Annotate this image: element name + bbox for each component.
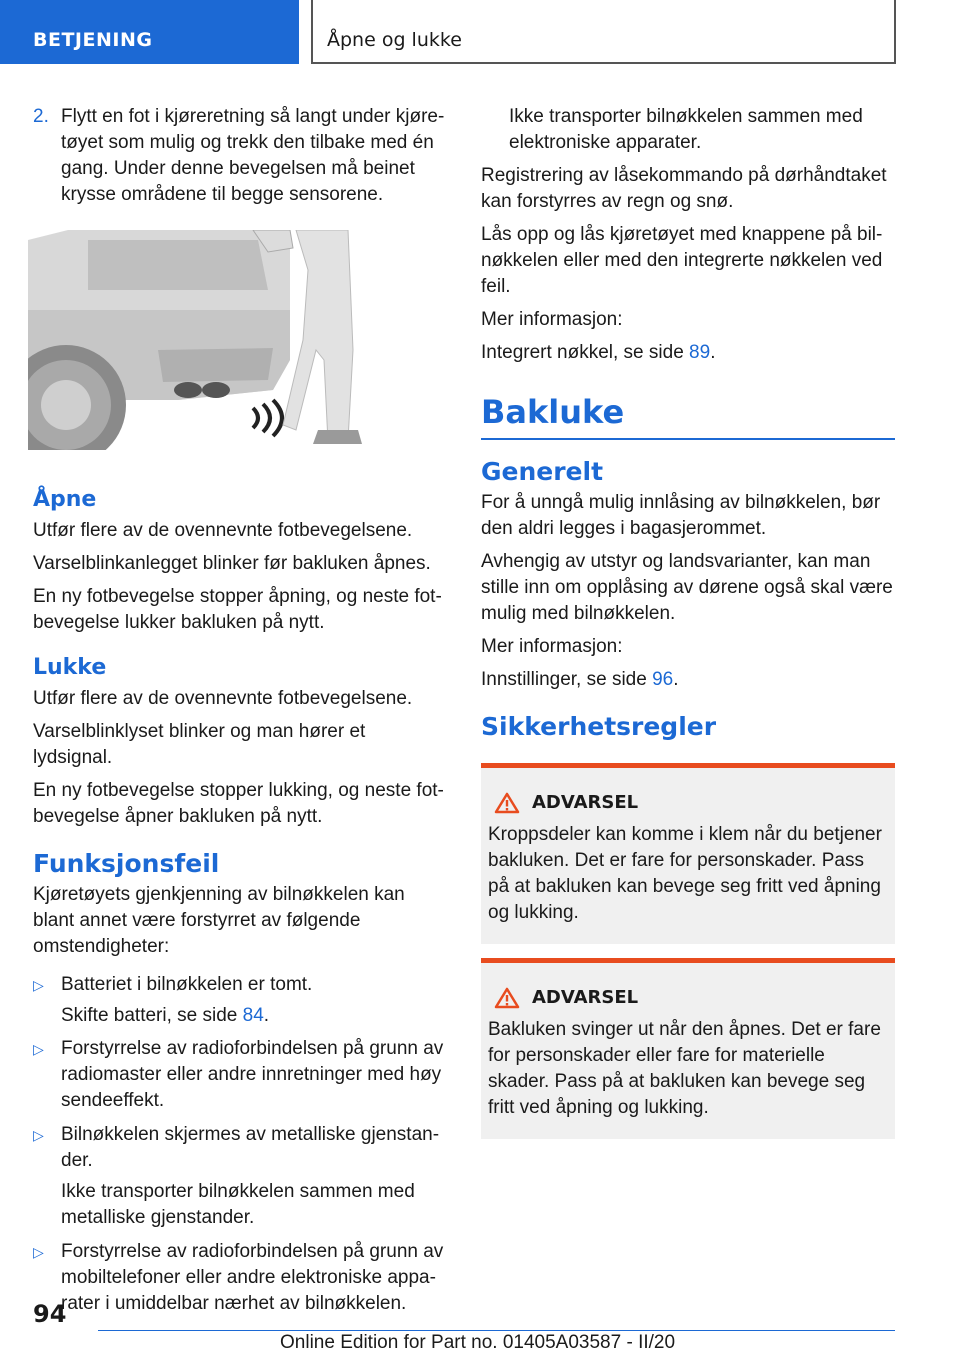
step-text: Flytt en fot i kjøreretning så langt under kjøretøyet som mulig og trekk den tilbake med én gang. Under denne bevegelsen må beinet krysse områdene til begge sensorene.	[61, 106, 445, 205]
continued-text: Ikke transporter bilnøkkelen sammen med elektroniske apparater.	[509, 106, 863, 153]
warning-box	[481, 958, 895, 1139]
list-item	[33, 972, 449, 998]
list-item-text: Forstyrrelse av radioforbindelsen på grunn av mobiltelefoner eller andre elektroniske apparater i umiddelbar nærhet av bilnøkkelen.	[61, 1241, 444, 1314]
step-number: 2.	[33, 106, 49, 127]
list-item	[33, 1122, 449, 1174]
sub-text: Skifte batteri, se side	[61, 1005, 243, 1026]
heading-funksjonsfeil: Funksjonsfeil	[33, 849, 220, 878]
warning-title: ADVARSEL	[532, 987, 639, 1008]
warning-header	[488, 790, 889, 816]
paragraph: Lås opp og lås kjøretøyet med knappene på bilnøkkelen eller med den integrerte nøkkelen ved feil.	[481, 224, 883, 297]
page-link-84[interactable]: 84	[242, 1005, 264, 1026]
kick-sensor-illustration	[28, 230, 362, 450]
triangle-bullet-icon: ▷	[33, 977, 44, 993]
heading-lukke: Lukke	[33, 655, 107, 680]
heading-apne: Åpne	[33, 487, 97, 512]
warning-header	[488, 985, 889, 1011]
footer-edition: Online Edition for Part no. 01405A03587 - II/20	[280, 1332, 676, 1353]
page-link-89[interactable]: 89	[689, 342, 711, 363]
paragraph: Registrering av låsekommando på dørhåndtaket kan forstyrres av regn og snø.	[481, 165, 887, 212]
page-number: 94	[33, 1300, 67, 1328]
paragraph: Utfør flere av de ovennevnte fotbevegelsene.	[33, 688, 413, 709]
warning-box	[481, 763, 895, 944]
triangle-bullet-icon: ▷	[33, 1041, 44, 1057]
paragraph: Mer informasjon:	[481, 636, 623, 657]
paragraph: Avhengig av utstyr og landsvarianter, kan man stille inn om opplåsing av dørene også skal være mulig med bilnøkkelen.	[481, 551, 893, 624]
page-link-96[interactable]: 96	[652, 669, 674, 690]
section-tab: BETJENING	[0, 0, 299, 64]
list-item-text: Batteriet i bilnøkkelen er tomt.	[61, 974, 313, 995]
list-item	[33, 1036, 449, 1114]
list-item-sub: Skifte batteri, se side 84.	[61, 1005, 270, 1026]
paragraph: Varselblinklyset blinker og man hører et lydsignal.	[33, 721, 366, 768]
list-item-text: Forstyrrelse av radioforbindelsen på grunn av radiomaster eller andre innretninger med høy sendeeffekt.	[61, 1038, 444, 1111]
warning-triangle-icon	[494, 987, 520, 1009]
heading-bakluke: Bakluke	[481, 392, 895, 440]
paragraph: Integrert nøkkel, se side 89.	[481, 342, 716, 363]
paragraph: Utfør flere av de ovennevnte fotbevegelsene.	[33, 520, 413, 541]
heading-sikkerhetsregler: Sikkerhetsregler	[481, 712, 717, 741]
triangle-bullet-icon: ▷	[33, 1127, 44, 1143]
list-item-sub: Ikke transporter bilnøkkelen sammen med metalliske gjenstander.	[61, 1181, 415, 1228]
warning-title: ADVARSEL	[532, 792, 639, 813]
warning-text: Kroppsdeler kan komme i klem når du betjener bakluken. Det er fare for personskader. Pass på at bakluken kan bevege seg fritt ved åpning og lukking.	[488, 824, 882, 923]
paragraph: En ny fotbevegelse stopper åpning, og neste fotbevegelse lukker bakluken på nytt.	[33, 586, 442, 633]
right-column	[481, 104, 895, 1139]
triangle-bullet-icon: ▷	[33, 1244, 44, 1260]
warning-triangle-icon	[494, 792, 520, 814]
paragraph: Mer informasjon:	[481, 309, 623, 330]
heading-generelt: Generelt	[481, 457, 604, 486]
reference-text: Integrert nøkkel, se side	[481, 342, 690, 363]
paragraph: Varselblinkanlegget blinker før bakluken åpnes.	[33, 553, 431, 574]
step-item	[33, 104, 449, 208]
footer-divider	[98, 1330, 895, 1331]
left-column	[33, 104, 449, 1322]
page-title: Åpne og lukke	[311, 0, 896, 64]
paragraph: Innstillinger, se side 96.	[481, 669, 679, 690]
paragraph: En ny fotbevegelse stopper lukking, og neste fotbevegelse åpner bakluken på nytt.	[33, 780, 444, 827]
reference-text: Innstillinger, se side	[481, 669, 653, 690]
warning-text: Bakluken svinger ut når den åpnes. Det er fare for personskader eller fare for materielle skader. Pass på at bakluken kan bevege seg fritt ved åpning og lukking.	[488, 1019, 881, 1118]
paragraph: Kjøretøyets gjenkjenning av bilnøkkelen kan blant annet være forstyrret av følgende omstendigheter:	[33, 884, 405, 957]
paragraph: For å unngå mulig innlåsing av bilnøkkelen, bør den aldri legges i bagasjerommet.	[481, 492, 881, 539]
list-item-text: Bilnøkkelen skjermes av metalliske gjenstander.	[61, 1124, 440, 1171]
list-item	[33, 1239, 449, 1317]
